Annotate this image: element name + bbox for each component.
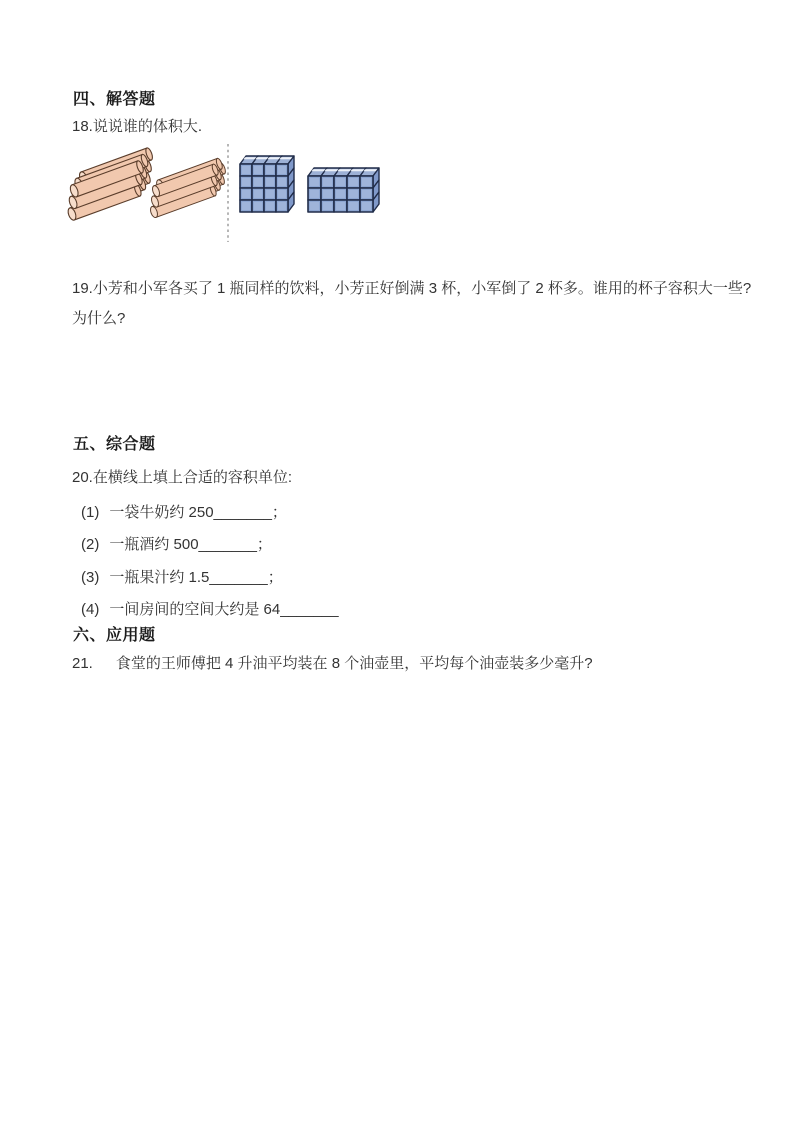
- section-heading-4: 四、解答题: [73, 91, 156, 108]
- item-4-number: (4): [81, 601, 100, 618]
- item-3-text: 一瓶果汁约 1.5_______；: [109, 569, 283, 586]
- question-20-item-2: [81, 533, 272, 554]
- question-18: 18.说说谁的体积大.: [72, 118, 203, 135]
- item-1-number: (1): [81, 504, 100, 521]
- item-3-number: (3): [81, 569, 100, 586]
- question-21-text: 食堂的王师傅把 4 升油平均装在 8 个油壶里，平均每个油壶装多少毫升?: [115, 655, 593, 672]
- question-19-line1: 19.小芳和小军各买了 1 瓶同样的饮料，小芳正好倒满 3 杯，小军倒了 2 杯多。谁用的杯子容积大一些?: [72, 280, 752, 297]
- cube-block-1: [240, 156, 294, 212]
- item-2-text: 一瓶酒约 500_______；: [109, 536, 272, 553]
- item-2-number: (2): [81, 536, 100, 553]
- question-20: 20.在横线上填上合适的容积单位:: [72, 469, 293, 486]
- question-19-line2: 为什么?: [72, 310, 126, 327]
- question-20-item-1: [81, 501, 287, 522]
- item-4-text: 一间房间的空间大约是 64_______: [109, 601, 339, 618]
- section-heading-5: 五、综合题: [73, 436, 156, 453]
- figure-volume-comparison: [62, 142, 396, 248]
- log-bundle-2: [141, 157, 232, 218]
- section-heading-6: 六、应用题: [73, 627, 156, 644]
- question-21: [72, 652, 593, 673]
- question-20-item-3: [81, 566, 283, 587]
- question-21-number: 21.: [72, 655, 93, 672]
- item-1-text: 一袋牛奶约 250_______；: [109, 504, 287, 521]
- cube-block-2: [308, 168, 379, 212]
- question-20-item-4: [81, 598, 339, 619]
- log-bundle-1: [62, 147, 164, 221]
